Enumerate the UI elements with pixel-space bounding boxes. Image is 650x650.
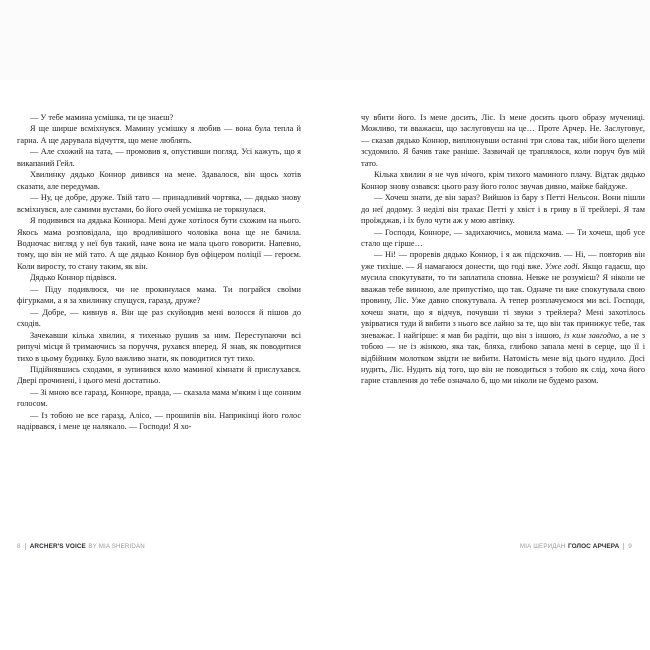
right-page-textblock <box>361 112 645 387</box>
folio-number: 8 <box>17 543 21 550</box>
paragraph: — У тебе мамина усмішка, ти це знаєш? <box>30 113 174 122</box>
paragraph: Дядько Коннор підвівся. <box>30 273 117 283</box>
right-page-footer <box>520 541 632 552</box>
paragraph: — Ну, це добре, друже. Твій тато — принадливий чортяка, — дядько знову всміхнувся, але самими вустами, бо його очей усмішка не торкнулася. <box>17 193 301 214</box>
paragraph: — Хочеш знати, де він зараз? Вийшов із бару з Петті Нельсон. Вони пішли до неї додому. З неділі він трахає Петті у хвіст і в гриву в її трейлері. Я там проїжджав, і їх було чути аж у мою автівку. <box>361 193 645 226</box>
paragraph: чу вбити його. Із мене досить, Ліс. Із мене досить цього образу мучениці. Можливо, ти вважаєш, що заслуговуєш на це… Проте Арчер. Не. Заслуговує, — сказав дядько Коннор, виплюнувши останні три слова так, ніби його щелепи зсудомило. Я бачив таке раніше. Зазвичай це траплялося, коли поруч був мій тато. <box>361 113 645 168</box>
footer-byline: BY MIA SHERIDAN <box>88 543 145 550</box>
paragraph: Я подивився на дядька Коннора. Мені дуже хотілося бути схожим на нього. Якось мама розповідала, що вродливішого чоловіка вона ще не бачила. Водночас вигляд у неї був такий, наче вона не мала цього говорити. Напевно, тому, що він не мій тато. А ще дядько Коннор був офіцером поліції — героєм. Коли виросту, то стану таким, як він. <box>17 216 301 271</box>
right-page <box>325 0 650 650</box>
paragraph: — Господи, Конноре, — задихаючись, мовила мама. — Ти хочеш, щоб усе стало ще гірше… <box>361 227 645 248</box>
paragraph: — Ні! — проревів дядько Коннор, і я аж підскочив. — Ні, — повторив він уже тихіше. — Я намагаюся донести, що годі вже. Уже годі. Якщо гадаєш, що мусила спокутувати, то ти заплатила сповна. Невже не розумієш? Я ніколи не вважав тебе винною, але припустімо, що так. Одначе ти вже спокутувала свою провину, Ліс. Уже давно спокутувала. А тепер розплачуємося ми всі. Господи, хочеш знати, що я відчув, почувши ті звуки з трейлера? Мені захотілось увірватися туди й вибити з нього все лайно за те, що він так принижує тебе, так зневажає. І найгірше: я мав би радіти, що він з іншою, із ким завгодно, а не з тобою — не із жінкою, яка так, бляха, глибоко запала мені в серце, що її і відбійним молотком звідти не вибити. Натомість мене від цього нудило. Досі нудить, Ліс. Нудить від того, що він не поводиться з тобою як слід, хоча його гарне ставлення до тебе означало б, що ми ніколи не будемо разом. <box>361 250 645 386</box>
paragraph: — Із тобою не все гаразд, Алісо, — прошипів він. Наприкінці його голос надірвався, і мене це налякало. — Господи! Я хо- <box>17 410 301 432</box>
folio-number: 9 <box>628 543 632 550</box>
paragraph: — Піду подивлюся, чи не прокинулася мама. Ти пограйся своїми фігурками, а я за хвилинку спущуся, гаразд, друже? <box>17 284 301 306</box>
paragraph: Підійнявшись сходами, я зупинився коло маминої кімнати й прислухався. Двері прочинені, і цього мені достатньо. <box>17 364 301 386</box>
paragraph: Зачекавши кілька хвилин, я тихенько рушив за ним. Переступаючи всі рипучі місця й тримаючись за поруччя, рухався вперед. Я знав, як поводитися тихо в цьому будинку. Було важливо знати, як поводитися тут тихо. <box>17 330 301 363</box>
left-page-footer <box>17 541 145 552</box>
footer-book-title: ARCHER'S VOICE <box>29 543 86 550</box>
paragraph: Я ще ширше всміхнувся. Мамину усмішку я любив — вона була тепла й гарна. А ще дарувала відчуття, що мене люблять. <box>17 124 301 145</box>
left-page-textblock <box>17 112 301 433</box>
footer-divider <box>623 543 624 550</box>
footer-book-title: ГОЛОС АРЧЕРА <box>567 543 620 550</box>
paragraph: Хвилинку дядько Коннор дивився на мене. Здавалося, він щось хотів сказати, але передумав. <box>17 170 301 191</box>
paragraph: — Але схожий на тата, — промовив я, опустивши погляд. Усі кажуть, що я викапаний Гейл. <box>17 147 301 168</box>
footer-divider <box>25 543 26 550</box>
footer-author: МІА ШЕРИДАН <box>519 543 566 550</box>
paragraph: — Добре, — кивнув я. Він ще раз скуйовдив мені волосся й пішов до сходів. <box>17 307 301 329</box>
paragraph: Кілька хвилин я не чув нічого, крім тихого маминого плачу. Відтак дядько Коннор знову озвався: цього разу його голос звучав дивно, майже байдуже. <box>361 170 645 191</box>
paragraph: — Зі мною все гаразд, Конноре, правда, — сказала мама м'яким і ще сонним голосом. <box>17 387 301 409</box>
